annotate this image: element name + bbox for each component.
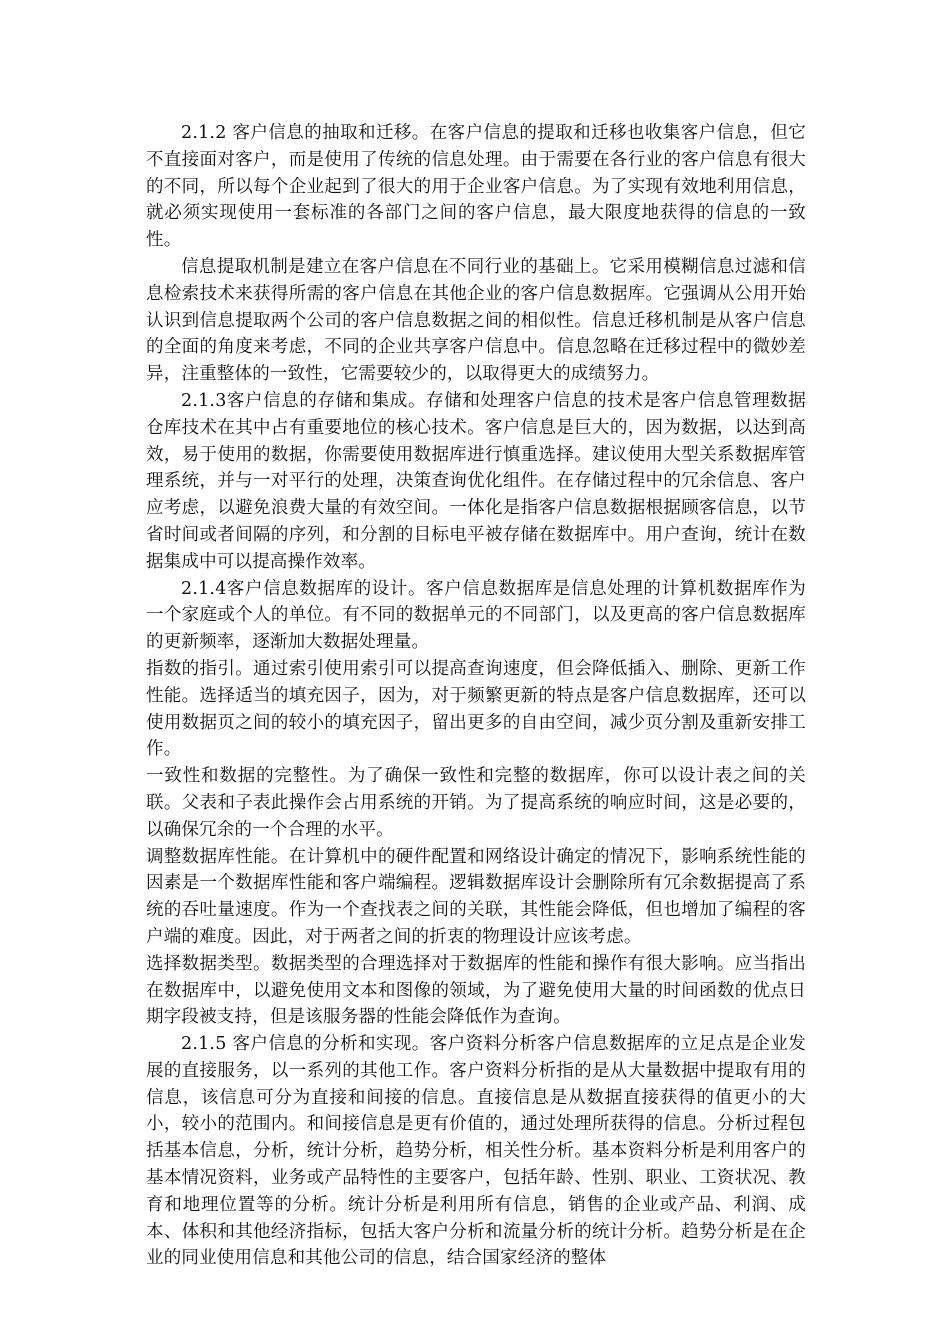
- paragraph-tune-performance: 调整数据库性能。在计算机中的硬件配置和网络设计确定的情况下，影响系统性能的因素是一个数据库性能和客户端编程。逻辑数据库设计会删除所有冗余数据提高了系统的吞吐量速度。作为一个查找表之间的关联，其性能会降低，但也增加了编程的客户端的难度。因此，对于两者之间的折衷的物理设计应该考虑。: [146, 846, 806, 947]
- paragraph-data-types: 选择数据类型。数据类型的合理选择对于数据库的性能和操作有很大影响。应当指出在数据库中，以避免使用文本和图像的领域，为了避免使用大量的时间函数的优点日期字段被支持，但是该服务器的性能会降低作为查询。: [146, 953, 806, 1028]
- paragraph-2-1-3: 2.1.3客户信息的存储和集成。存储和处理客户信息的技术是客户信息管理数据仓库技术在其中占有重要地位的核心技术。客户信息是巨大的，因为数据，以达到高效，易于使用的数据，你需要使用数据库进行慎重选择。建议使用大型关系数据库管理系统，并与一对平行的处理，决策查询优化组件。在存储过程中的冗余信息、客户应考虑，以避免浪费大量的有效空间。一体化是指客户信息数据根据顾客信息，以节省时间或者间隔的序列，和分割的目标电平被存储在数据库中。用户查询，统计在数据集成中可以提高操作效率。: [146, 390, 806, 572]
- paragraph-extraction-mechanism: 信息提取机制是建立在客户信息在不同行业的基础上。它采用模糊信息过滤和信息检索技术来获得所需的客户信息在其他企业的客户信息数据库。它强调从公用开始认识到信息提取两个公司的客户信息数据之间的相似性。信息迁移机制是从客户信息的全面的角度来考虑，不同的企业共享客户信息中。信息忽略在迁移过程中的微妙差异，注重整体的一致性，它需要较少的，以取得更大的成绩努力。: [146, 256, 806, 385]
- paragraph-2-1-4: 2.1.4客户信息数据库的设计。客户信息数据库是信息处理的计算机数据库作为一个家庭或个人的单位。有不同的数据单元的不同部门，以及更高的客户信息数据库的更新频率，逐渐加大数据处理量。: [146, 578, 806, 653]
- paragraph-index-guidance: 指数的指引。通过索引使用索引可以提高查询速度，但会降低插入、删除、更新工作性能。选择适当的填充因子，因为，对于频繁更新的特点是客户信息数据库，还可以使用数据页之间的较小的填充因子，留出更多的自由空间，减少页分割及重新安排工作。: [146, 658, 806, 760]
- document-body: [146, 120, 806, 1272]
- paragraph-2-1-2: 2.1.2 客户信息的抽取和迁移。在客户信息的提取和迁移也收集客户信息，但它不直接面对客户，而是使用了传统的信息处理。由于需要在各行业的客户信息有很大的不同，所以每个企业起到了很大的用于企业客户信息。为了实现有效地利用信息，就必须实现使用一套标准的各部门之间的客户信息，最大限度地获得的信息的一致性。: [146, 123, 806, 251]
- paragraph-2-1-5: 2.1.5 客户信息的分析和实现。客户资料分析客户信息数据库的立足点是企业发展的直接服务，以一系列的其他工作。客户资料分析指的是从大量数据中提取有用的信息，该信息可分为直接和间接的信息。直接信息是从数据直接获得的值更小的大小，较小的范围内。和间接信息是更有价值的，通过处理所获得的信息。分析过程包括基本信息，分析，统计分析，趋势分析，相关性分析。基本资料分析是利用客户的基本情况资料，业务或产品特性的主要客户，包括年龄、性别、职业、工资状况、教育和地理位置等的分析。统计分析是利用所有信息，销售的企业或产品、利润、成本、体积和其他经济指标，包括大客户分析和流量分析的统计分析。趋势分析是在企业的同业使用信息和其他公司的信息，结合国家经济的整体: [146, 1034, 806, 1269]
- paragraph-consistency-integrity: 一致性和数据的完整性。为了确保一致性和完整的数据库，你可以设计表之间的关联。父表和子表此操作会占用系统的开销。为了提高系统的响应时间，这是必要的，以确保冗余的一个合理的水平。: [146, 766, 806, 840]
